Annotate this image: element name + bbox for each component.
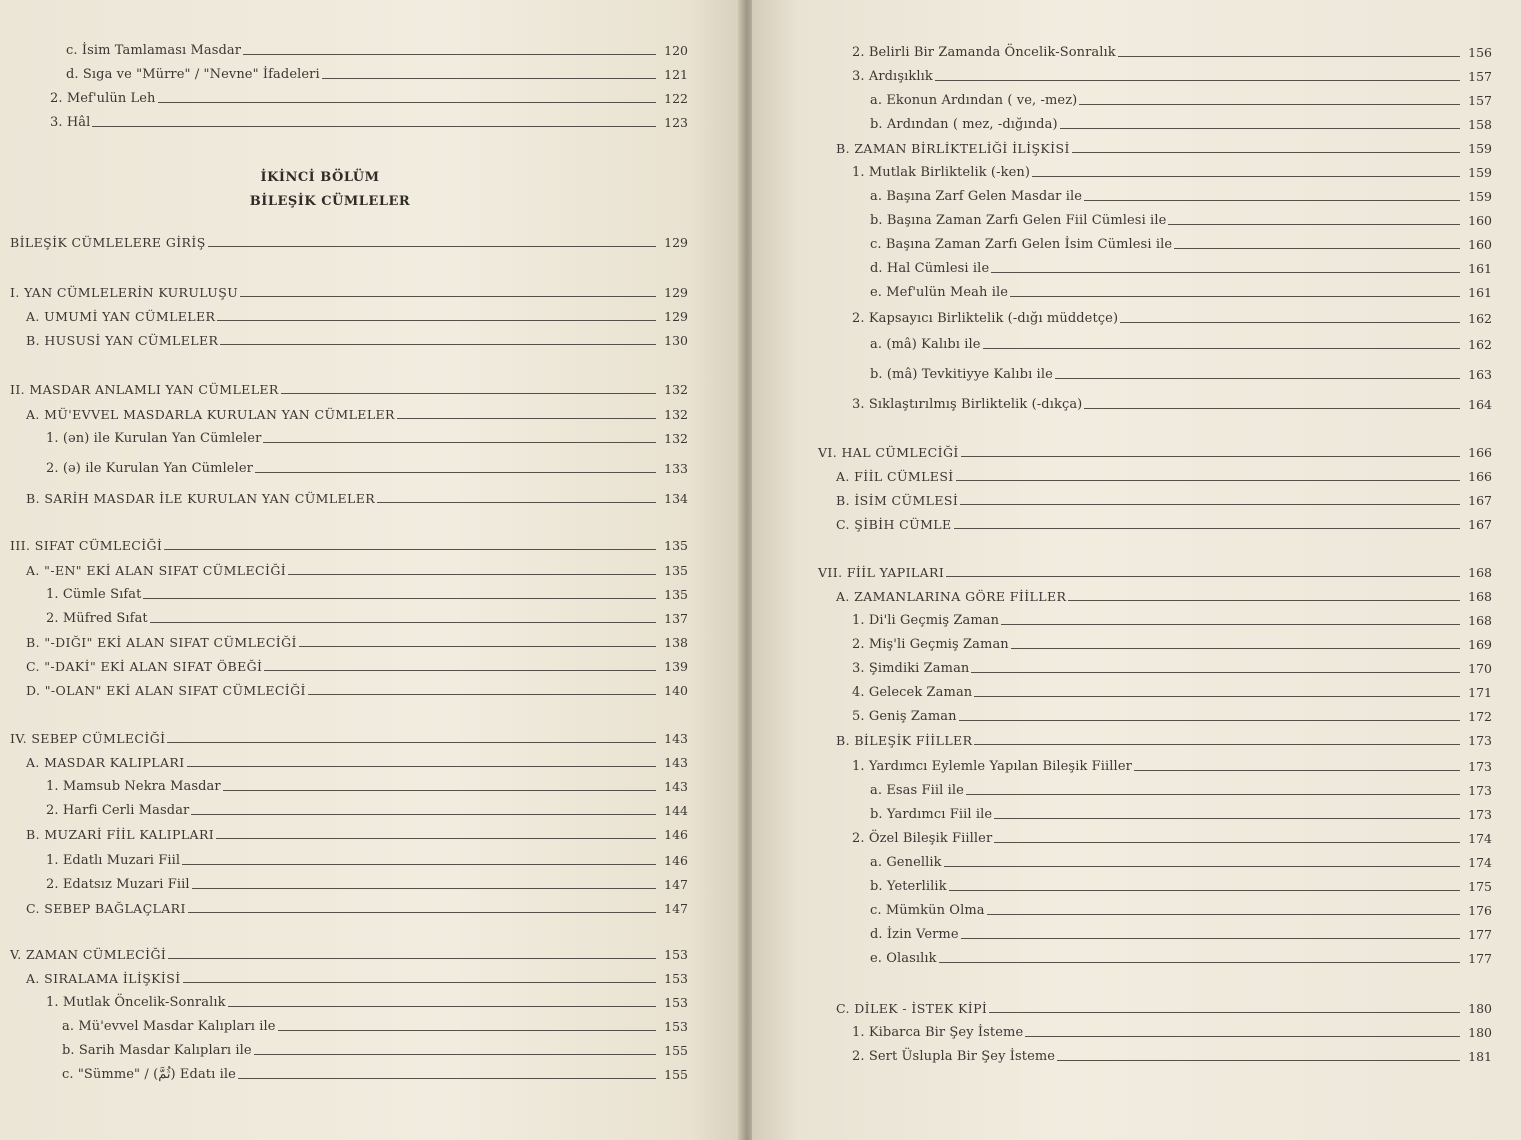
toc-leader-line (92, 126, 656, 127)
toc-entry-label: 1. Mutlak Öncelik-Sonralık (46, 995, 226, 1010)
toc-entry (26, 971, 688, 986)
toc-page-number: 175 (1468, 879, 1492, 894)
toc-entry (62, 1043, 688, 1058)
toc-entry-label: b. (mâ) Tevkitiyye Kalıbı ile (870, 367, 1053, 382)
toc-leader-line (1168, 224, 1460, 225)
toc-leader-line (1068, 600, 1460, 601)
toc-page-number: 123 (664, 115, 688, 130)
toc-page-number: 162 (1468, 337, 1492, 352)
toc-entry-label: BİLEŞİK CÜMLELERE GİRİŞ (10, 235, 206, 250)
toc-entry-label: 5. Geniş Zaman (852, 709, 957, 724)
toc-entry-label: A. FİİL CÜMLESİ (836, 469, 954, 484)
toc-entry (26, 309, 688, 324)
toc-entry-label: 1. Mutlak Birliktelik (-ken) (852, 165, 1031, 180)
toc-page-number: 163 (1468, 367, 1492, 382)
toc-entry (870, 93, 1492, 108)
toc-leader-line (238, 1078, 656, 1079)
toc-entry (870, 213, 1492, 228)
toc-leader-line (971, 672, 1460, 673)
toc-page-number: 177 (1468, 951, 1492, 966)
toc-leader-line (944, 866, 1460, 867)
toc-page-number: 143 (664, 755, 688, 770)
toc-entry-label: d. Hal Cümlesi ile (870, 261, 990, 276)
toc-page-number: 133 (664, 461, 688, 476)
toc-entry (852, 831, 1492, 846)
toc-entry (836, 469, 1492, 484)
toc-page-number: 138 (664, 635, 688, 650)
toc-page-number: 171 (1468, 685, 1492, 700)
toc-entry-label: b. Ardından ( mez, -dığında) (870, 117, 1058, 132)
toc-entry (870, 237, 1492, 252)
toc-entry (870, 951, 1492, 966)
toc-entry-label: 2. Harfi Cerli Masdar (46, 803, 190, 818)
toc-entry (26, 683, 688, 698)
toc-entry (66, 67, 688, 82)
toc-entry-label: II. MASDAR ANLAMLI YAN CÜMLELER (10, 382, 279, 397)
toc-leader-line (397, 418, 656, 419)
toc-entry (46, 611, 688, 626)
toc-leader-line (191, 814, 656, 815)
toc-page-number: 180 (1468, 1001, 1492, 1016)
toc-entry (870, 855, 1492, 870)
toc-leader-line (187, 766, 656, 767)
toc-entry (26, 755, 688, 770)
toc-leader-line (1001, 624, 1460, 625)
toc-entry-label: 1. Edatlı Muzari Fiil (46, 853, 181, 868)
toc-entry-label: c. "Sümme" / (ثُمَّ) Edatı ile (62, 1067, 236, 1082)
toc-leader-line (143, 598, 656, 599)
toc-entry-label: 2. Sert Üslupla Bir Şey İsteme (852, 1049, 1056, 1064)
toc-entry-label: D. "-OLAN" EKİ ALAN SIFAT CÜMLECİĞİ (26, 683, 306, 698)
toc-page-number: 181 (1468, 1049, 1492, 1064)
toc-entry-label: A. MÜ'EVVEL MASDARLA KURULAN YAN CÜMLELER (26, 407, 395, 422)
toc-leader-line (1032, 176, 1460, 177)
toc-entry-label: b. Başına Zaman Zarfı Gelen Fiil Cümlesi ile (870, 213, 1167, 228)
toc-entry-label: 4. Gelecek Zaman (852, 685, 973, 700)
toc-leader-line (1084, 408, 1460, 409)
toc-entry-label: VII. FİİL YAPILARI (818, 565, 945, 580)
toc-entry-label: a. Mü'evvel Masdar Kalıpları ile (62, 1019, 276, 1034)
toc-page-number: 168 (1468, 589, 1492, 604)
toc-entry-label: 1. Mamsub Nekra Masdar (46, 779, 221, 794)
toc-entry-label: A. UMUMİ YAN CÜMLELER (26, 309, 216, 324)
toc-leader-line (1079, 104, 1460, 105)
toc-page-number: 157 (1468, 69, 1492, 84)
toc-entry-label: B. MUZARİ FİİL KALIPLARI (26, 827, 215, 842)
toc-leader-line (954, 528, 1461, 529)
toc-entry-label: C. SEBEP BAĞLAÇLARI (26, 901, 186, 916)
toc-entry (46, 779, 688, 794)
toc-entry (10, 235, 688, 250)
toc-entry-label: c. Başına Zaman Zarfı Gelen İsim Cümlesi ile (870, 237, 1173, 252)
toc-leader-line (208, 246, 656, 247)
toc-entry (852, 1049, 1492, 1064)
toc-entry (852, 311, 1492, 326)
toc-page-number: 143 (664, 779, 688, 794)
toc-entry (870, 285, 1492, 300)
toc-entry (852, 613, 1492, 628)
toc-page-number: 166 (1468, 469, 1492, 484)
toc-page-number: 168 (1468, 565, 1492, 580)
toc-page-number: 147 (664, 877, 688, 892)
toc-page-number: 161 (1468, 261, 1492, 276)
toc-page-number: 129 (664, 309, 688, 324)
toc-page-number: 169 (1468, 637, 1492, 652)
toc-page-number: 173 (1468, 759, 1492, 774)
toc-leader-line (183, 982, 656, 983)
toc-page-number: 132 (664, 431, 688, 446)
toc-page-number: 157 (1468, 93, 1492, 108)
toc-entry (870, 337, 1492, 352)
toc-leader-line (377, 502, 656, 503)
right-page (752, 0, 1521, 1140)
toc-page-number: 177 (1468, 927, 1492, 942)
toc-leader-line (994, 818, 1460, 819)
toc-leader-line (263, 442, 656, 443)
toc-entry-label: d. Sıga ve "Mürre" / "Nevne" İfadeleri (66, 67, 320, 82)
toc-page-number: 159 (1468, 141, 1492, 156)
toc-leader-line (987, 914, 1460, 915)
toc-entry (870, 927, 1492, 942)
toc-entry-label: c. Mümkün Olma (870, 903, 985, 918)
toc-entry-label: 1. Kibarca Bir Şey İsteme (852, 1025, 1024, 1040)
toc-entry (852, 759, 1492, 774)
toc-entry (870, 783, 1492, 798)
toc-leader-line (164, 549, 656, 550)
toc-leader-line (322, 78, 656, 79)
toc-page-number: 173 (1468, 783, 1492, 798)
toc-page-number: 167 (1468, 493, 1492, 508)
toc-leader-line (255, 472, 656, 473)
toc-page-number: 173 (1468, 733, 1492, 748)
toc-page-number: 129 (664, 285, 688, 300)
toc-entry (852, 69, 1492, 84)
toc-entry (870, 189, 1492, 204)
toc-page-number: 160 (1468, 213, 1492, 228)
toc-leader-line (192, 888, 656, 889)
toc-entry-label: 3. Ardışıklık (852, 69, 933, 84)
toc-entry (46, 877, 688, 892)
toc-page-number: 134 (664, 491, 688, 506)
toc-entry-label: B. HUSUSİ YAN CÜMLELER (26, 333, 219, 348)
toc-leader-line (188, 912, 656, 913)
toc-entry-label: A. "-EN" EKİ ALAN SIFAT CÜMLECİĞİ (26, 563, 287, 578)
toc-entry-label: 1. (ən) ile Kurulan Yan Cümleler (46, 431, 262, 446)
part-title: BİLEŞİK CÜMLELER (249, 194, 411, 209)
toc-entry-label: C. "-DAKİ" EKİ ALAN SIFAT ÖBEĞİ (26, 659, 263, 674)
toc-leader-line (949, 890, 1460, 891)
toc-leader-line (1072, 152, 1460, 153)
toc-page-number: 158 (1468, 117, 1492, 132)
toc-entry (62, 1067, 688, 1082)
toc-entry-label: b. Yardımcı Fiil ile (870, 807, 993, 822)
toc-page-number: 167 (1468, 517, 1492, 532)
toc-leader-line (216, 838, 656, 839)
toc-leader-line (935, 80, 1460, 81)
toc-entry-label: 1. Cümle Sıfat (46, 587, 142, 602)
toc-entry (62, 1019, 688, 1034)
toc-entry-label: 3. Sıklaştırılmış Birliktelik (-dıkça) (852, 397, 1083, 412)
toc-page-number: 120 (664, 43, 688, 58)
toc-page-number: 122 (664, 91, 688, 106)
toc-entry (10, 731, 688, 746)
toc-page-number: 174 (1468, 831, 1492, 846)
toc-page-number: 147 (664, 901, 688, 916)
toc-leader-line (281, 393, 656, 394)
toc-entry-label: I. YAN CÜMLELERİN KURULUŞU (10, 285, 239, 300)
toc-entry (852, 45, 1492, 60)
toc-entry-label: III. SIFAT CÜMLECİĞİ (10, 538, 163, 553)
toc-entry-label: 2. Kapsayıcı Birliktelik (-dığı müddetçe) (852, 311, 1119, 326)
toc-entry-label: C. ŞİBİH CÜMLE (836, 517, 952, 532)
toc-entry-label: d. İzin Verme (870, 927, 959, 942)
toc-page-number: 137 (664, 611, 688, 626)
toc-page-number: 172 (1468, 709, 1492, 724)
toc-page-number: 162 (1468, 311, 1492, 326)
toc-leader-line (1010, 296, 1460, 297)
toc-entry-label: 2. Belirli Bir Zamanda Öncelik-Sonralık (852, 45, 1116, 60)
toc-leader-line (1011, 648, 1460, 649)
toc-leader-line (961, 456, 1460, 457)
part-heading: İKİNCİ BÖLÜM (260, 170, 380, 185)
toc-page-number: 135 (664, 563, 688, 578)
toc-page-number: 144 (664, 803, 688, 818)
toc-leader-line (278, 1030, 656, 1031)
toc-entry (10, 382, 688, 397)
toc-leader-line (1118, 56, 1460, 57)
toc-entry (870, 117, 1492, 132)
toc-entry (46, 995, 688, 1010)
toc-leader-line (243, 54, 656, 55)
toc-entry (818, 445, 1492, 460)
toc-entry-label: a. (mâ) Kalıbı ile (870, 337, 981, 352)
toc-page-number: 156 (1468, 45, 1492, 60)
toc-entry-label: V. ZAMAN CÜMLECİĞİ (10, 947, 167, 962)
toc-leader-line (223, 790, 656, 791)
toc-entry (26, 333, 688, 348)
toc-entry-label: B. ZAMAN BİRLİKTELİĞİ İLİŞKİSİ (836, 141, 1070, 156)
toc-page-number: 153 (664, 971, 688, 986)
toc-page-number: 121 (664, 67, 688, 82)
toc-page-number: 132 (664, 382, 688, 397)
toc-entry (26, 635, 688, 650)
toc-entry-label: 2. Özel Bileşik Fiiller (852, 831, 993, 846)
toc-entry (852, 637, 1492, 652)
toc-page-number: 140 (664, 683, 688, 698)
toc-entry (836, 141, 1492, 156)
toc-entry-label: a. Esas Fiil ile (870, 783, 964, 798)
toc-entry (852, 1025, 1492, 1040)
toc-leader-line (254, 1054, 656, 1055)
toc-entry (10, 538, 688, 553)
toc-entry (10, 285, 688, 300)
toc-page-number: 130 (664, 333, 688, 348)
toc-leader-line (1120, 322, 1460, 323)
toc-leader-line (150, 622, 656, 623)
toc-leader-line (1025, 1036, 1460, 1037)
toc-entry (818, 565, 1492, 580)
toc-entry-label: 2. Mef'ulün Leh (50, 91, 156, 106)
toc-page-number: 176 (1468, 903, 1492, 918)
toc-entry-label: e. Olasılık (870, 951, 937, 966)
toc-entry (836, 1001, 1492, 1016)
toc-leader-line (264, 670, 656, 671)
toc-leader-line (167, 742, 656, 743)
toc-entry (46, 803, 688, 818)
toc-entry (26, 901, 688, 916)
toc-entry (26, 491, 688, 506)
toc-entry (26, 827, 688, 842)
toc-page-number: 135 (664, 587, 688, 602)
toc-entry-label: A. SIRALAMA İLİŞKİSİ (26, 971, 181, 986)
toc-leader-line (994, 842, 1460, 843)
toc-entry (870, 879, 1492, 894)
toc-leader-line (961, 938, 1460, 939)
toc-entry (50, 91, 688, 106)
toc-entry-label: c. İsim Tamlaması Masdar (66, 43, 242, 58)
toc-entry (46, 431, 688, 446)
toc-leader-line (220, 344, 656, 345)
toc-entry (46, 461, 688, 476)
toc-entry (26, 563, 688, 578)
toc-entry-label: 2. Miş'li Geçmiş Zaman (852, 637, 1009, 652)
toc-entry (870, 903, 1492, 918)
toc-page-number: 174 (1468, 855, 1492, 870)
toc-page-number: 155 (664, 1043, 688, 1058)
toc-entry-label: A. MASDAR KALIPLARI (26, 755, 185, 770)
toc-page-number: 153 (664, 995, 688, 1010)
toc-leader-line (960, 504, 1460, 505)
toc-page-number: 153 (664, 1019, 688, 1034)
toc-entry (870, 807, 1492, 822)
toc-leader-line (1084, 200, 1460, 201)
toc-page-number: 153 (664, 947, 688, 962)
toc-entry-label: 3. Hâl (50, 115, 91, 130)
toc-page-number: 168 (1468, 613, 1492, 628)
toc-entry (870, 261, 1492, 276)
toc-entry-label: a. Genellik (870, 855, 942, 870)
toc-entry-label: 1. Di'li Geçmiş Zaman (852, 613, 1000, 628)
toc-leader-line (1174, 248, 1460, 249)
toc-entry (50, 115, 688, 130)
toc-entry (26, 659, 688, 674)
toc-entry (26, 407, 688, 422)
toc-page-number: 173 (1468, 807, 1492, 822)
toc-leader-line (939, 962, 1460, 963)
toc-entry (870, 367, 1492, 382)
toc-entry-label: B. İSİM CÜMLESİ (836, 493, 959, 508)
toc-leader-line (288, 574, 656, 575)
toc-leader-line (974, 696, 1460, 697)
toc-page-number: 159 (1468, 165, 1492, 180)
toc-leader-line (158, 102, 656, 103)
toc-entry (836, 733, 1492, 748)
toc-page-number: 159 (1468, 189, 1492, 204)
toc-entry-label: 2. Edatsız Muzari Fiil (46, 877, 190, 892)
toc-leader-line (182, 864, 656, 865)
toc-entry-label: VI. HAL CÜMLECİĞİ (818, 445, 959, 460)
toc-page-number: 170 (1468, 661, 1492, 676)
toc-leader-line (974, 744, 1460, 745)
toc-leader-line (1134, 770, 1460, 771)
toc-page-number: 146 (664, 853, 688, 868)
toc-page-number: 143 (664, 731, 688, 746)
toc-page-number: 161 (1468, 285, 1492, 300)
toc-entry-label: B. SARİH MASDAR İLE KURULAN YAN CÜMLELER (26, 491, 376, 506)
toc-page-number: 132 (664, 407, 688, 422)
toc-entry-label: A. ZAMANLARINA GÖRE FİİLLER (836, 589, 1067, 604)
toc-entry-label: C. DİLEK - İSTEK KİPİ (836, 1001, 988, 1016)
toc-entry (836, 589, 1492, 604)
toc-entry-label: b. Yeterlilik (870, 879, 947, 894)
toc-leader-line (1057, 1060, 1460, 1061)
toc-leader-line (240, 296, 656, 297)
toc-entry-label: 3. Şimdiki Zaman (852, 661, 970, 676)
toc-entry (852, 165, 1492, 180)
toc-entry (836, 517, 1492, 532)
toc-leader-line (1060, 128, 1460, 129)
toc-leader-line (966, 794, 1460, 795)
toc-entry (66, 43, 688, 58)
toc-leader-line (991, 272, 1460, 273)
toc-page-number: 139 (664, 659, 688, 674)
toc-page-number: 129 (664, 235, 688, 250)
toc-entry-label: 2. (ə) ile Kurulan Yan Cümleler (46, 461, 253, 476)
toc-entry-label: b. Sarih Masdar Kalıpları ile (62, 1043, 252, 1058)
toc-entry (46, 587, 688, 602)
toc-page-number: 146 (664, 827, 688, 842)
toc-page-number: 135 (664, 538, 688, 553)
toc-page-number: 166 (1468, 445, 1492, 460)
toc-leader-line (983, 348, 1460, 349)
toc-entry-label: 2. Müfred Sıfat (46, 611, 148, 626)
toc-entry-label: 1. Yardımcı Eylemle Yapılan Bileşik Fiiller (852, 759, 1132, 774)
toc-entry-label: a. Ekonun Ardından ( ve, -mez) (870, 93, 1078, 108)
toc-leader-line (1055, 378, 1460, 379)
toc-entry-label: a. Başına Zarf Gelen Masdar ile (870, 189, 1083, 204)
toc-entry (852, 397, 1492, 412)
toc-entry-label: e. Mef'ulün Meah ile (870, 285, 1009, 300)
toc-entry (10, 947, 688, 962)
toc-entry (852, 709, 1492, 724)
toc-entry (852, 685, 1492, 700)
toc-entry (836, 493, 1492, 508)
toc-leader-line (299, 646, 656, 647)
toc-leader-line (168, 958, 656, 959)
toc-leader-line (308, 694, 656, 695)
toc-page-number: 155 (664, 1067, 688, 1082)
toc-leader-line (959, 720, 1460, 721)
toc-entry-label: B. BİLEŞİK FİİLLER (836, 733, 973, 748)
toc-leader-line (228, 1006, 656, 1007)
toc-page-number: 160 (1468, 237, 1492, 252)
toc-leader-line (946, 576, 1460, 577)
toc-entry-label: B. "-DIĞI" EKİ ALAN SIFAT CÜMLECİĞİ (26, 635, 297, 650)
toc-leader-line (217, 320, 656, 321)
toc-entry-label: IV. SEBEP CÜMLECİĞİ (10, 731, 166, 746)
left-page (0, 0, 742, 1140)
toc-page-number: 164 (1468, 397, 1492, 412)
toc-leader-line (956, 480, 1460, 481)
toc-entry (46, 853, 688, 868)
toc-leader-line (989, 1012, 1460, 1013)
toc-page-number: 180 (1468, 1025, 1492, 1040)
toc-entry (852, 661, 1492, 676)
